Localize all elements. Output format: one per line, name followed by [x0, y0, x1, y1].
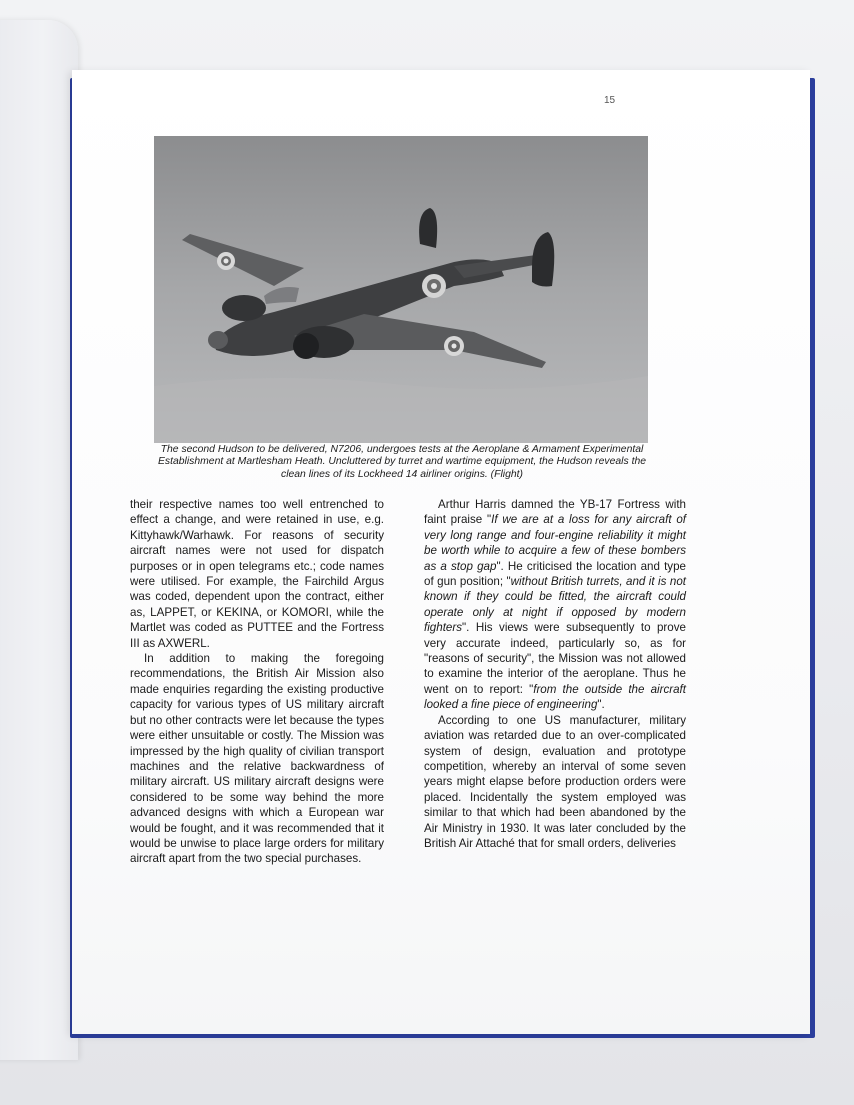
facing-page-edge	[0, 20, 78, 1060]
text-run: ". He criticised the location and type of gun position; "	[424, 559, 686, 589]
photo-caption: The second Hudson to be delivered, N7206, undergoes tests at the Aeroplane & Armament Experimental Establishment at Martlesham Heath. Uncluttered by turret and wartime equipment, the Hudson reveals the clean lines of its Lockheed 14 airliner origins. (Flight)	[157, 444, 647, 480]
aircraft-illustration	[154, 136, 648, 443]
book-page	[72, 70, 810, 1034]
quote: If we are at a loss for any aircraft of very long range and four-engine reliability it might be worth while to acquire a few of these bombers as a stop gap	[424, 513, 686, 573]
quote: without British turrets, and it is not known if they could be fitted, the aircraft could operate only at night if opposed by modern fighters	[424, 575, 686, 635]
paragraph: According to one US manufacturer, military aviation was retarded due to an over-complicated system of design, evaluation and prototype competition, whereby an interval of some seven years might elapse before production orders were placed. Incidentally the system employed was similar to that which had been abandoned by the Air Ministry in 1930. It was later concluded by the British Air Attaché that for small orders, deliveries	[424, 713, 686, 850]
paragraph	[424, 497, 686, 713]
paragraph: their respective names too well entrenched to effect a change, and were retained in use, e.g. Kittyhawk/Warhawk. For reasons of security aircraft names were not used for dispatch purposes or in open telegrams etc.; code names were utilised. For example, the Fairchild Argus was coded, dependent upon the contract, either as, LAPPET, or KEKINA, or KOMORI, while the Martlet was coded as PUTTEE and the Fortress III as AXWERL.	[130, 498, 384, 650]
text-column-left	[130, 497, 384, 867]
text-run: ".	[597, 698, 605, 712]
aircraft-photo	[154, 136, 648, 443]
page-number: 15	[604, 95, 616, 106]
quote: from the outside the aircraft looked a fine piece of engineering	[424, 682, 686, 712]
text-column-right	[424, 497, 686, 851]
paragraph: In addition to making the foregoing recommendations, the British Air Mission also made enquiries regarding the existing productive capacity for various types of US military aircraft but no other contracts were let because the types were either unsuitable or costly. The Mission was impressed by the high quality of civilian transport machines and the relative backwardness of military aircraft. US military aircraft designs were considered to be some way behind the more advanced designs with which a European war would be fought, and it was recommended that it would be unwise to place large orders for military aircraft apart from the two special purchases.	[130, 652, 384, 866]
text-run: ". His views were subsequently to prove very accurate indeed, particularly so, as for "reasons of security", the Mission was not allowed to examine the interior of the aeroplane. Thus he went on to report: "	[424, 621, 686, 696]
text-run: Arthur Harris damned the YB-17 Fortress with faint praise "	[424, 498, 686, 527]
